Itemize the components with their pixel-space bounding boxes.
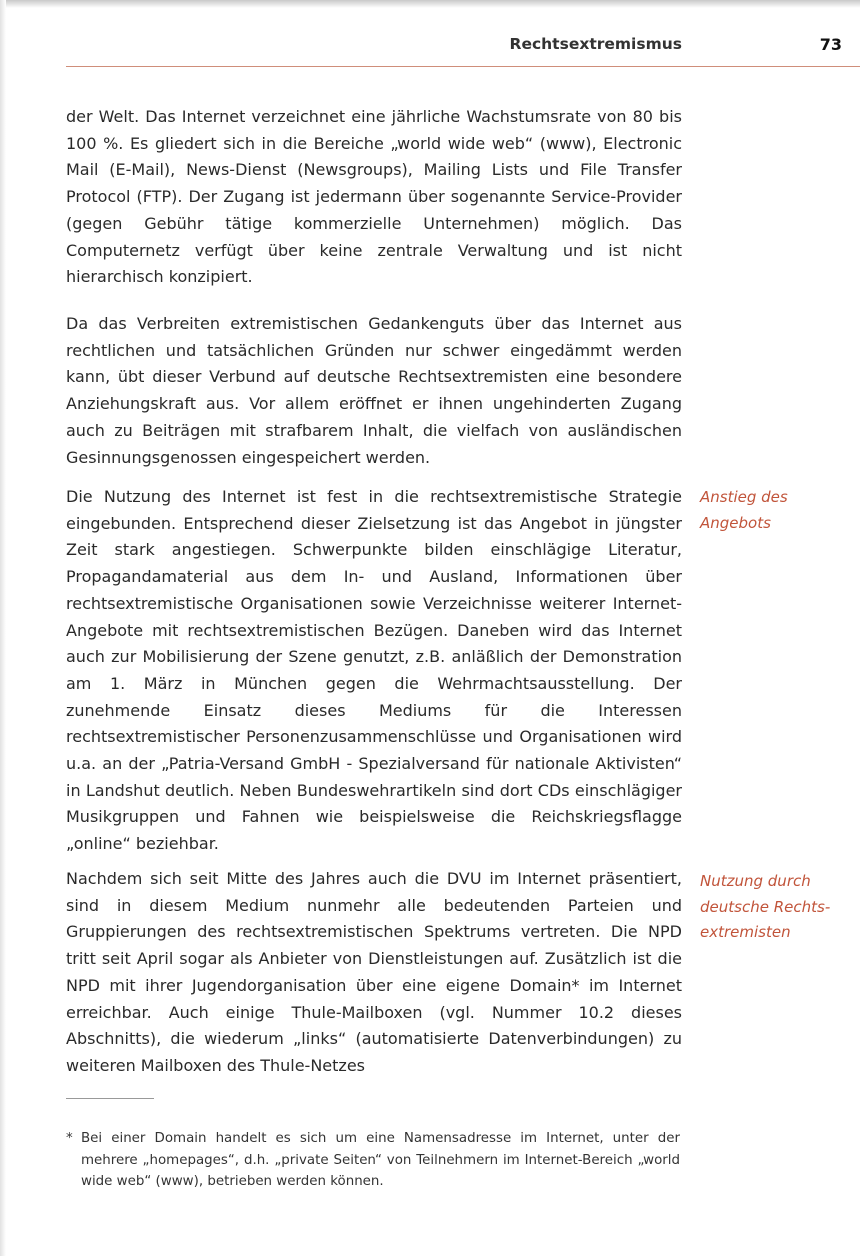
page-left-shadow [0,0,6,1256]
footnote-separator [66,1098,154,1099]
footnote-marker: * [66,1131,73,1146]
footnote-text: Bei einer Domain handelt es sich um eine Namensadresse im Internet, unter der mehrere „homepages“, d.h. „private Seiten“ von Teilnehmern im Internet-Bereich „world wide web“ (www), betrieben werden können. [81,1131,680,1189]
margin-note-anstieg: Anstieg des Angebots [700,488,788,532]
body-paragraph-3: Die Nutzung des Internet ist fest in die rechtsextremistische Strategie eingebunden. Entsprechend dieser Zielsetzung ist das Angebot in jüngster Zeit stark angestiegen. Schwerpunkte bilden einschlägige Literatur, Propagandamaterial aus dem In- und Ausland, Informationen über rechtsextremistische Organisationen sowie Verzeichnisse weiterer Internet-Angebote mit rechtsextremistischen Bezügen. Daneben wird das Internet auch zur Mobilisierung der Szene genutzt, z.B. anläßlich der Demonstration am 1. März in München gegen die Wehrmachtsausstellung. Der zunehmende Einsatz dieses Mediums für die Interessen rechtsextremistischer Personenzusammenschlüsse und Organisationen wird u.a. an der „Patria-Versand GmbH - Spezialversand für nationale Aktivisten“ in Landshut deutlich. Neben Bundeswehrartikeln sind dort CDs einschlägiger Musikgruppen und Fahnen wie beispielsweise die Reichskriegsflagge „online“ beziehbar. [66,487,682,854]
margin-note-nutzung: Nutzung durch deutsche Rechtsextremisten [700,872,831,941]
body-paragraph-2: Da das Verbreiten extremistischen Gedankenguts über das Internet aus rechtlichen und tatsächlichen Gründen nur schwer eingedämmt werden kann, übt dieser Verbund auf deutsche Rechtsextremisten eine besondere Anziehungskraft aus. Vor allem eröffnet er ihnen ungehinderten Zugang auch zu Beiträgen mit strafbarem Inhalt, die vielfach von ausländischen Gesinnungsgenossen eingespeichert werden. [66,314,682,467]
body-paragraph-4: Nachdem sich seit Mitte des Jahres auch die DVU im Internet präsentiert, sind in diesem Medium nunmehr alle bedeutenden Parteien und Gruppierungen des rechtsextremistischen Spektrums vertreten. Die NPD tritt seit April sogar als Anbieter von Dienstleistungen auf. Zusätzlich ist die NPD mit ihrer Jugendorganisation über eine eigene Domain* im Internet erreichbar. Auch einige Thule-Mailboxen (vgl. Nummer 10.2 dieses Abschnitts), die wiederum „links“ (automatisierte Datenverbindungen) zu weiteren Mailboxen des Thule-Netzes [66,869,682,1075]
body-paragraph-1: der Welt. Das Internet verzeichnet eine jährliche Wachstumsrate von 80 bis 100 %. Es gliedert sich in die Bereiche „world wide web“ (www), Electronic Mail (E-Mail), News-Dienst (Newsgroups), Mailing Lists und File Transfer Protocol (FTP). Der Zugang ist jedermann über sogenannte Service-Provider (gegen Gebühr tätige kommerzielle Unternehmen) möglich. Das Computernetz verfügt über keine zentrale Verwaltung und ist nicht hierarchisch konzipiert. [66,107,682,287]
running-header-title: Rechtsextremismus [509,35,682,53]
page-top-shadow [0,0,860,8]
footnote [66,1128,680,1193]
header-rule [66,66,860,67]
page-number: 73 [819,35,842,54]
